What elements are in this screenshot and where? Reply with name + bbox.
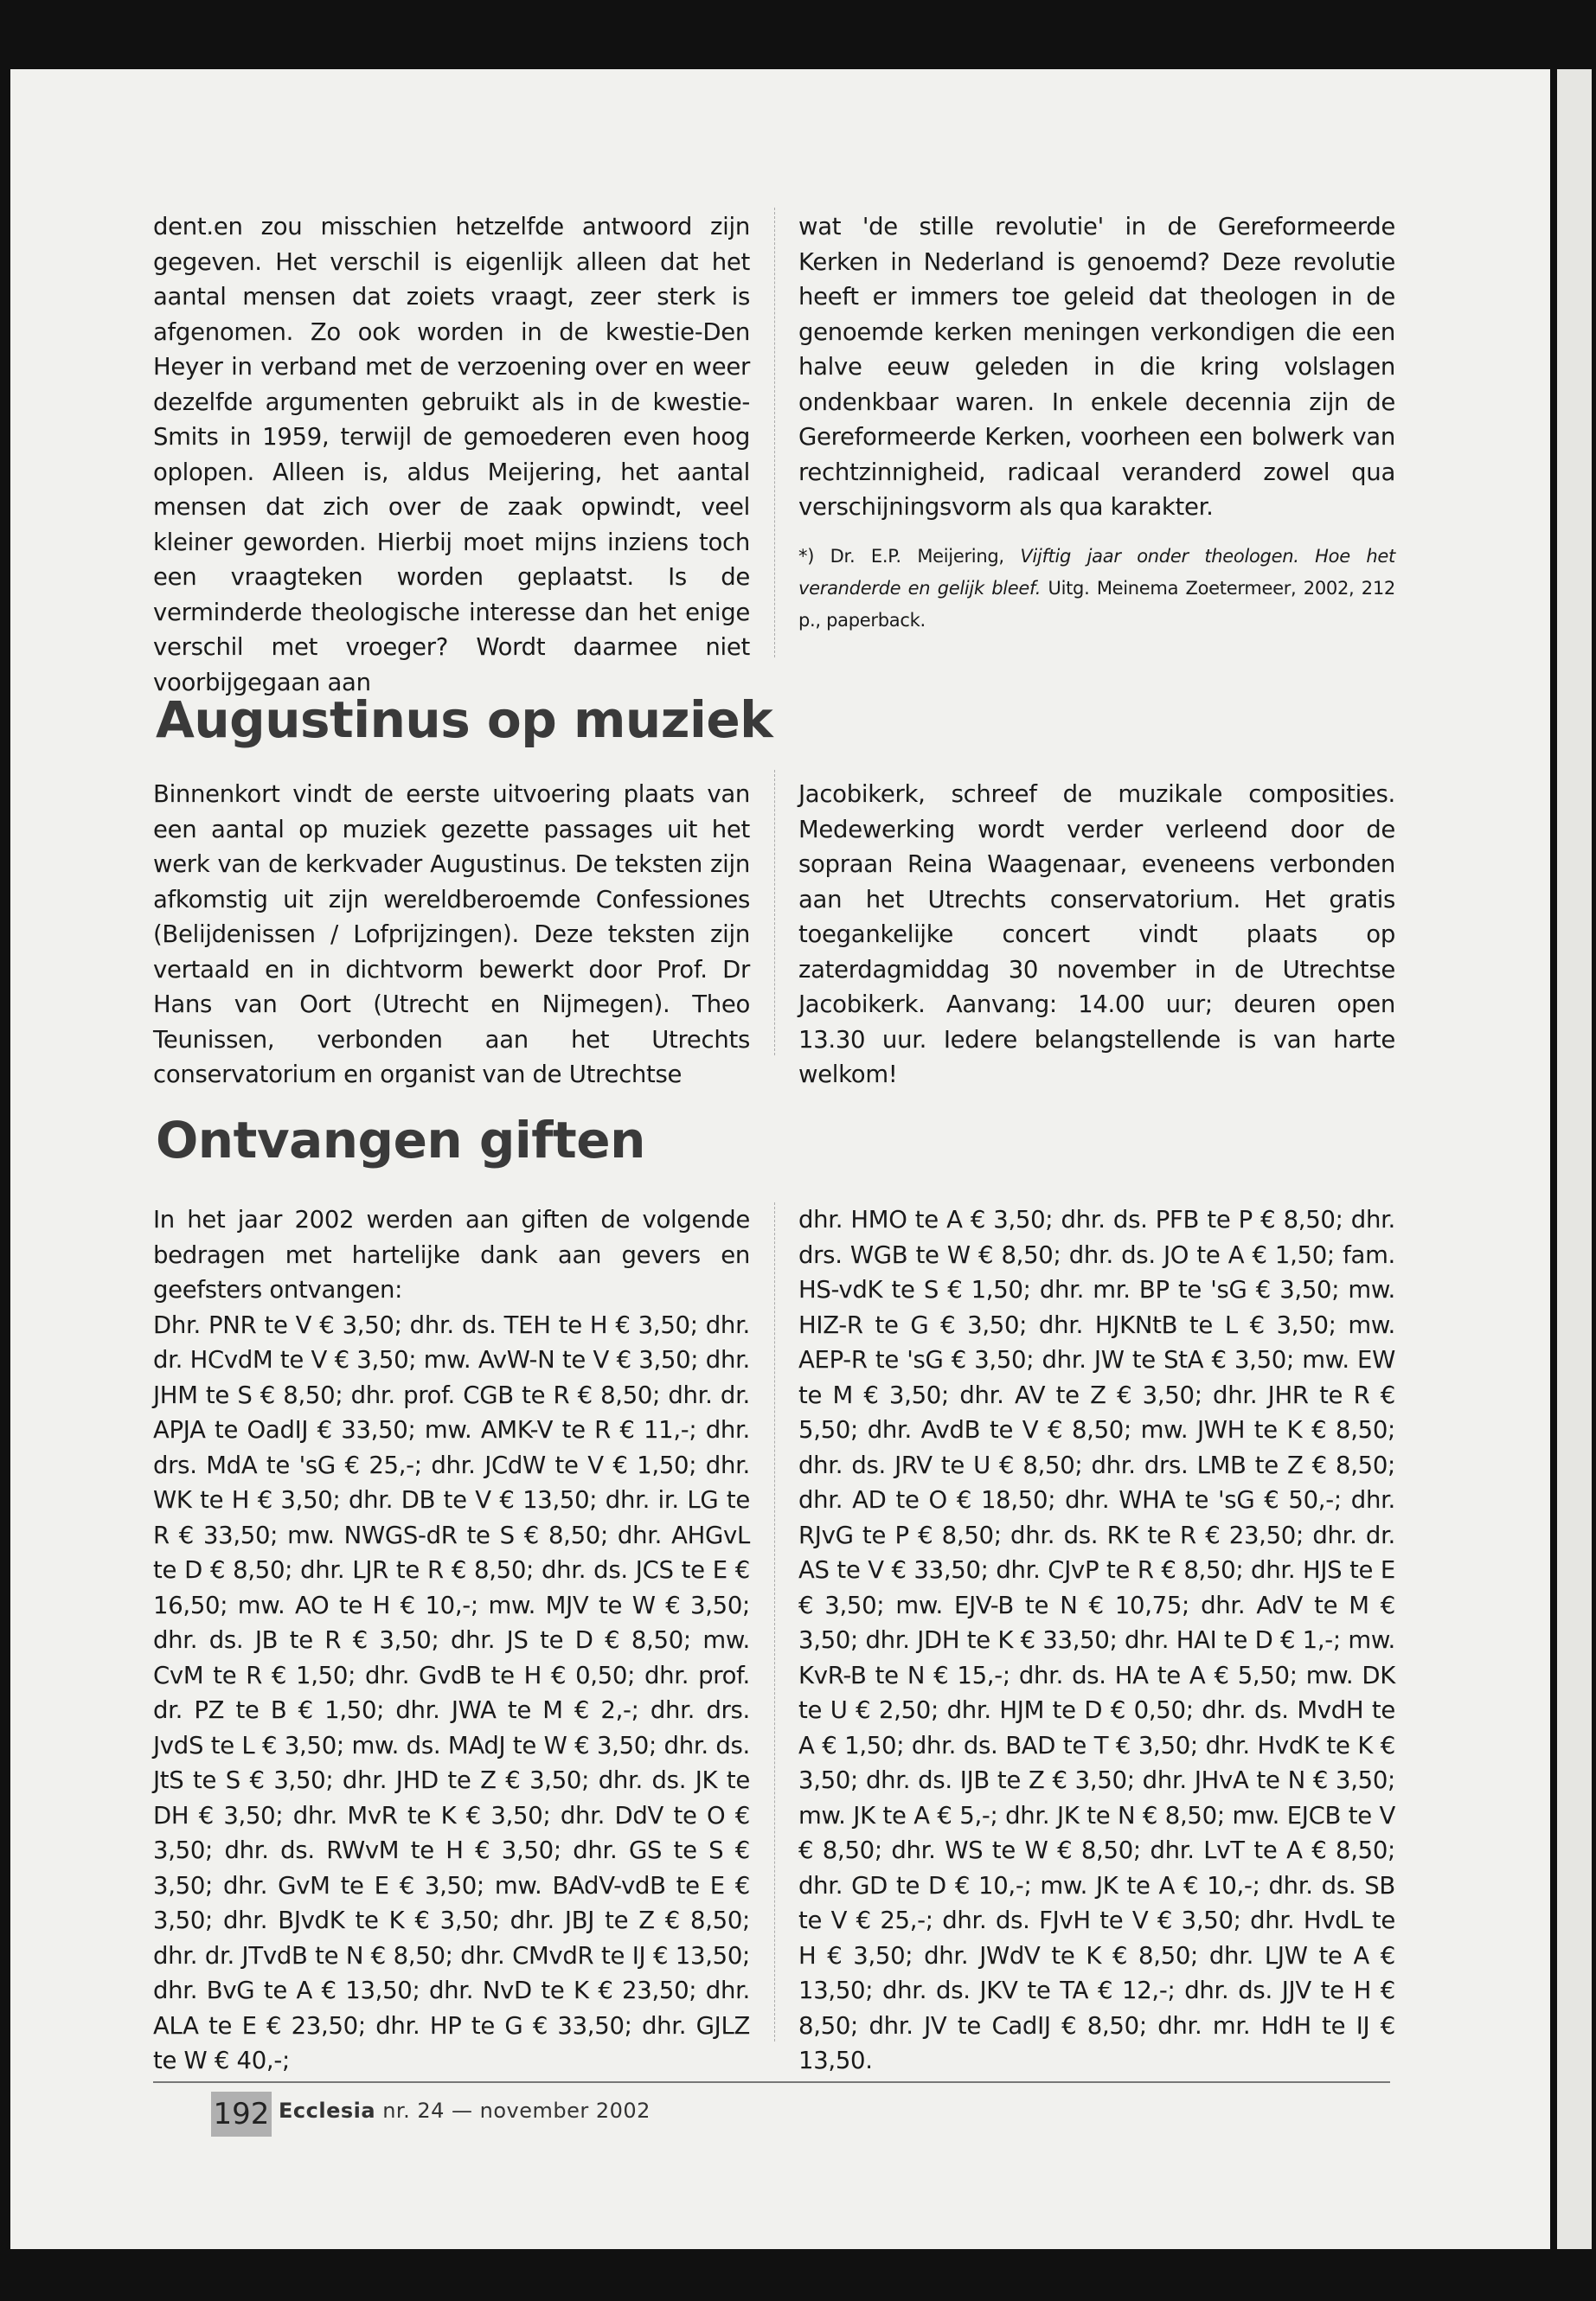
column-divider: [774, 1202, 775, 2041]
facing-page-edge: [1557, 69, 1592, 2249]
augustinus-left-text: Binnenkort vindt de eerste uitvoering plaats van een aantal op muziek gezette passages uit het werk van de kerkvader Augustinus. De teksten zijn afkomstig uit zijn wereldberoemde Confessiones (Belijdenissen / Lofprijzingen). Deze teksten zijn vertaald en in dichtvorm bewerkt door Prof. Dr Hans van Oort (Utrecht en Nijmegen). Theo Teunissen, verbonden aan het Utrechts conservatorium en organist van de Utrechtse: [153, 780, 750, 1088]
augustinus-right-text: Jacobikerk, schreef de muzikale composities. Medewerking wordt verder verleend door de sopraan Reina Waagenaar, eveneens verbonden aan het Utrechts conservatorium. Het gratis toegankelijke concert vindt plaats op zaterdagmiddag 30 november in de Utrechtse Jacobikerk. Aanvang: 14.00 uur; deuren open 13.30 uur. Iedere belangstellende is van harte welkom!: [798, 780, 1395, 1088]
giften-left-list: Dhr. PNR te V € 3,50; dhr. ds. TEH te H € 3,50; dhr. dr. HCvdM te V € 3,50; mw. AvW-N te V € 3,50; dhr. JHM te S € 8,50; dhr. prof. CGB te R € 8,50; dhr. dr. APJA te OadIJ € 33,50; mw. AMK-V te R € 11,-; dhr. drs. MdA te 'sG € 25,-; dhr. JCdW te V € 1,50; dhr. WK te H € 3,50; dhr. DB te V € 13,50; dhr. ir. LG te R € 33,50; mw. NWGS-dR te S € 8,50; dhr. AHGvL te D € 8,50; dhr. LJR te R € 8,50; dhr. ds. JCS te E € 16,50; mw. AO te H € 10,-; mw. MJV te W € 3,50; dhr. ds. JB te R € 3,50; dhr. JS te D € 8,50; mw. CvM te R € 1,50; dhr. GvdB te H € 0,50; dhr. prof. dr. PZ te B € 1,50; dhr. JWA te M € 2,-; dhr. drs. JvdS te L € 3,50; mw. ds. MAdJ te W € 3,50; dhr. ds. JtS te S € 3,50; dhr. JHD te Z € 3,50; dhr. ds. JK te DH € 3,50; dhr. MvR te K € 3,50; dhr. DdV te O € 3,50; dhr. ds. RWvM te H € 3,50; dhr. GS te S € 3,50; dhr. GvM te E € 3,50; mw. BAdV-vdB te E € 3,50; dhr. BJvdK te K € 3,50; dhr. JBJ te Z € 8,50; dhr. dr. JTvdB te N € 8,50; dhr. CMvdR te IJ € 13,50; dhr. BvG te A € 13,50; dhr. NvD te K € 23,50; dhr. ALA te E € 23,50; dhr. HP te G € 33,50; dhr. GJLZ te W € 40,-;: [153, 1311, 750, 2074]
top-left-column: [153, 209, 750, 700]
journal-info: [279, 2099, 651, 2123]
heading-augustinus: Augustinus op muziek: [156, 690, 773, 749]
top-right-text: wat 'de stille revolutie' in de Gereformeerde Kerken in Nederland is genoemd? Deze revolutie heeft er immers toe geleid dat theologen in de genoemde kerken meningen verkondigen die een halve eeuw geleden in die kring volslagen ondenkbaar waren. In enkele decennia zijn de Gereformeerde Kerken, voorheen een bolwerk van rechtzinnigheid, radicaal veranderd zowel qua verschijningsvorm als qua karakter.: [798, 213, 1395, 521]
column-divider: [774, 770, 775, 1055]
giften-right-list: dhr. HMO te A € 3,50; dhr. ds. PFB te P € 8,50; dhr. drs. WGB te W € 8,50; dhr. ds. JO te A € 1,50; fam. HS-vdK te S € 1,50; dhr. mr. BP te 'sG € 3,50; mw. HIZ-R te G € 3,50; dhr. HJKNtB te L € 3,50; mw. AEP-R te 'sG € 3,50; dhr. JW te StA € 3,50; mw. EW te M € 3,50; dhr. AV te Z € 3,50; dhr. JHR te R € 5,50; dhr. AvdB te V € 8,50; mw. JWH te K € 8,50; dhr. ds. JRV te U € 8,50; dhr. drs. LMB te Z € 8,50; dhr. AD te O € 18,50; dhr. WHA te 'sG € 50,-; dhr. RJvG te P € 8,50; dhr. ds. RK te R € 23,50; dhr. dr. AS te V € 33,50; dhr. CJvP te R € 8,50; dhr. HJS te E € 3,50; mw. EJV-B te N € 10,75; dhr. AdV te M € 3,50; dhr. JDH te K € 33,50; dhr. HAI te D € 1,-; mw. KvR-B te N € 15,-; dhr. ds. HA te A € 5,50; mw. DK te U € 2,50; dhr. HJM te D € 0,50; dhr. ds. MvdH te A € 1,50; dhr. ds. BAD te T € 3,50; dhr. HvdK te K € 3,50; dhr. ds. IJB te Z € 3,50; dhr. JHvA te N € 3,50; mw. JK te A € 5,-; dhr. JK te N € 8,50; mw. EJCB te V € 8,50; dhr. WS te W € 8,50; dhr. LvT te A € 8,50; dhr. GD te D € 10,-; mw. JK te A € 10,-; dhr. ds. SB te V € 25,-; dhr. ds. FJvH te V € 3,50; dhr. HvdL te H € 3,50; dhr. JWdV te K € 8,50; dhr. LJW te A € 13,50; dhr. ds. JKV te TA € 12,-; dhr. ds. JJV te H € 8,50; dhr. JV te CadIJ € 8,50; dhr. mr. HdH te IJ € 13,50.: [798, 1206, 1395, 2074]
footnote-title: Vijftig jaar onder theologen. Hoe het veranderde en gelijk bleef.: [798, 545, 1395, 599]
footnote-prefix: *) Dr. E.P. Meijering,: [798, 545, 1004, 567]
giften-intro: In het jaar 2002 werden aan giften de volgende bedragen met hartelijke dank aan gevers en geefsters ontvangen:: [153, 1206, 750, 1304]
augustinus-left-column: [153, 777, 750, 1093]
journal-issue: nr. 24 — november 2002: [382, 2099, 651, 2123]
heading-giften: Ontvangen giften: [156, 1111, 645, 1170]
top-left-text: dent.en zou misschien hetzelfde antwoord zijn gegeven. Het verschil is eigenlijk alleen dat het aantal mensen dat zoiets vraagt, zeer sterk is afgenomen. Zo ook worden in de kwestie-Den Heyer in verband met de verzoening over en weer dezelfde argumenten gebruikt als in de kwestie-Smits in 1959, terwijl de gemoederen even hoog oplopen. Alleen is, aldus Meijering, het aantal mensen dat zich over de zaak opwindt, veel kleiner geworden. Hierbij moet mijns inziens toch een vraagteken worden geplaatst. Is de verminderde theologische interesse dan het enige verschil met vroeger? Wordt daarmee niet voorbijgegaan aan: [153, 213, 750, 696]
page-number: 192: [211, 2092, 272, 2137]
footnote-suffix: Uitg. Meinema Zoetermeer, 2002, 212 p., paperback.: [798, 577, 1395, 631]
footnote: [798, 541, 1395, 637]
augustinus-right-column: [798, 777, 1395, 1093]
footer-rule: [153, 2081, 1390, 2083]
journal-name: Ecclesia: [279, 2099, 376, 2123]
column-divider: [774, 208, 775, 657]
top-right-column: [798, 209, 1395, 637]
giften-left-column: [153, 1202, 750, 2079]
giften-right-column: [798, 1202, 1395, 2079]
